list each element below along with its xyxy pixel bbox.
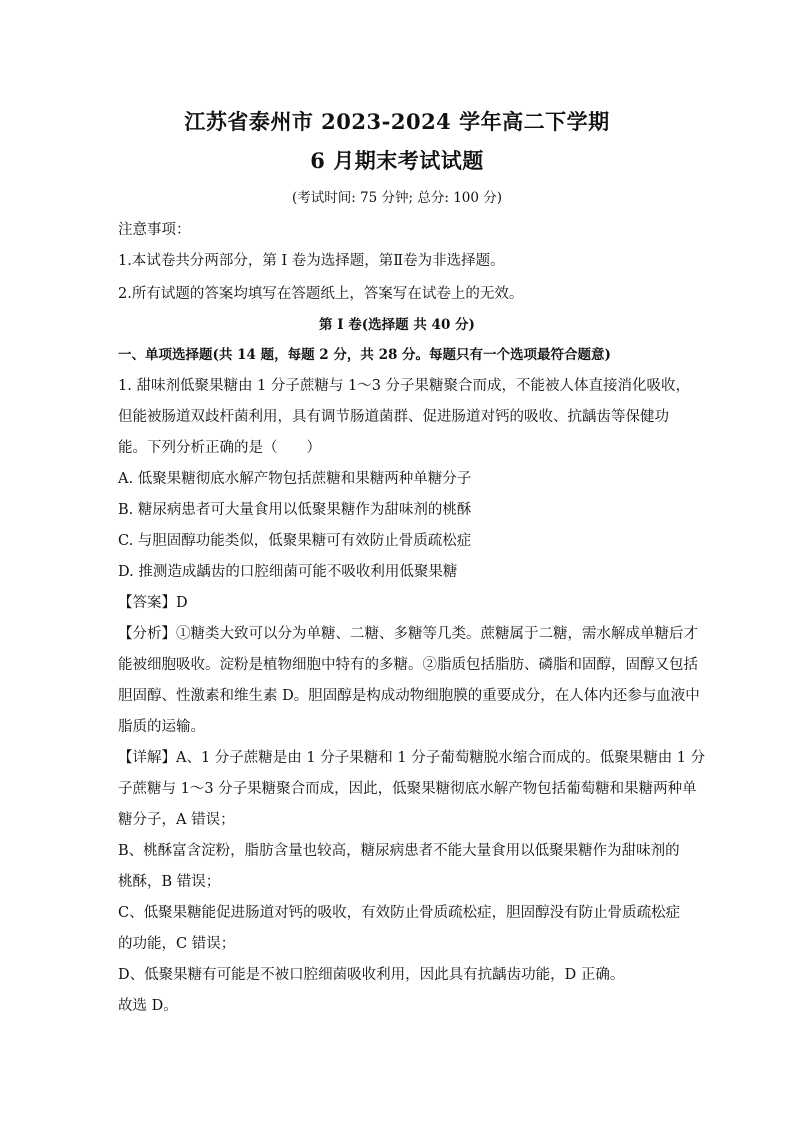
option-c: C. 与胆固醇功能类似，低聚果糖可有效防止骨质疏松症	[118, 533, 472, 549]
question-stem-line: 但能被肠道双歧杆菌利用，具有调节肠道菌群、促进肠道对钙的吸收、抗龋齿等保健功	[118, 409, 669, 425]
exam-title-line2: 6 月期末考试试题	[310, 148, 484, 173]
option-d: D. 推测造成龋齿的口腔细菌可能不吸收利用低聚果糖	[118, 564, 458, 580]
notes-item-1: 1.本试卷共分两部分，第 I 卷为选择题，第Ⅱ卷为非选择题。	[118, 253, 505, 269]
analysis-line: 能被细胞吸收。淀粉是植物细胞中特有的多糖。②脂质包括脂肪、磷脂和固醇，固醇又包括	[118, 657, 698, 673]
question-stem-line: 1. 甜味剂低聚果糖由 1 分子蔗糖与 1～3 分子果糖聚合而成，不能被人体直接消化吸收，	[118, 378, 691, 394]
conclusion-line: 故选 D。	[118, 998, 178, 1014]
question-stem-line: 能。下列分析正确的是（ ）	[118, 440, 321, 456]
detail-line: B、桃酥富含淀粉，脂肪含量也较高，糖尿病患者不能大量食用以低聚果糖作为甜味剂的	[118, 843, 680, 859]
section-heading: 一、单项选择题(共 14 题，每题 2 分，共 28 分。每题只有一个选项最符合题意)	[118, 347, 611, 363]
analysis-line: 胆固醇、性激素和维生素 D。胆固醇是构成动物细胞膜的重要成分，在人体内还参与血液中	[118, 688, 700, 704]
part1-heading: 第 I 卷(选择题 共 40 分)	[319, 317, 475, 333]
detail-line: 桃酥，B 错误；	[118, 874, 221, 890]
exam-title-line1: 江苏省泰州市 2023-2024 学年高二下学期	[184, 109, 610, 134]
option-b: B. 糖尿病患者可大量食用以低聚果糖作为甜味剂的桃酥	[118, 502, 472, 518]
answer: 【答案】D	[118, 595, 188, 611]
notes-heading: 注意事项：	[118, 222, 191, 238]
analysis-line: 脂质的运输。	[118, 719, 205, 735]
detail-line: D、低聚果糖有可能是不被口腔细菌吸收利用，因此具有抗龋齿功能，D 正确。	[118, 967, 625, 983]
exam-time-info: (考试时间: 75 分钟; 总分: 100 分)	[291, 190, 503, 206]
detail-line: 【详解】A、1 分子蔗糖是由 1 分子果糖和 1 分子葡萄糖脱水缩合而成的。低聚果糖由 1 分	[118, 750, 706, 766]
detail-line: 糖分子，A 错误；	[118, 812, 235, 828]
detail-line: 子蔗糖与 1～3 分子果糖聚合而成，因此，低聚果糖彻底水解产物包括葡萄糖和果糖两种单	[118, 781, 697, 797]
analysis-line: 【分析】①糖类大致可以分为单糖、二糖、多糖等几类。蔗糖属于二糖，需水解成单糖后才	[118, 626, 698, 642]
option-a: A. 低聚果糖彻底水解产物包括蔗糖和果糖两种单糖分子	[118, 471, 472, 487]
detail-line: 的功能，C 错误；	[118, 936, 236, 952]
detail-line: C、低聚果糖能促进肠道对钙的吸收，有效防止骨质疏松症，胆固醇没有防止骨质疏松症	[118, 905, 681, 921]
notes-item-2: 2.所有试题的答案均填写在答题纸上，答案写在试卷上的无效。	[118, 286, 524, 302]
